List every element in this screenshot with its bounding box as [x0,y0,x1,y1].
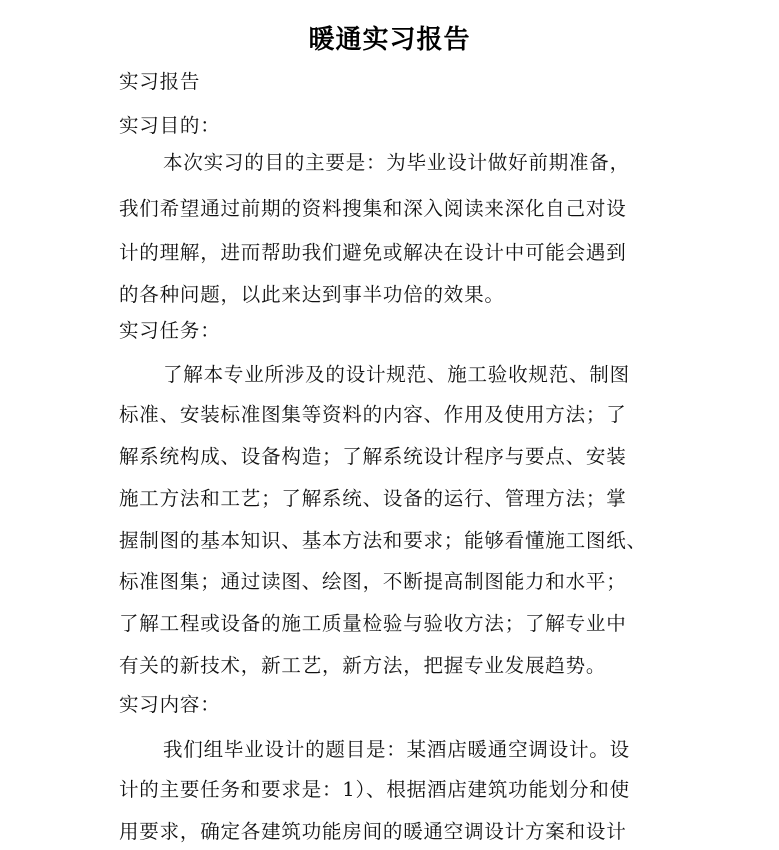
paragraph-line: 了解本专业所涉及的设计规范、施工验收规范、制图 [163,363,630,386]
paragraph-line: 本次实习的目的主要是：为毕业设计做好前期准备， [163,151,630,174]
heading-content: 实习内容： [119,693,221,716]
paragraph-line: 计的主要任务和要求是：1）、根据酒店建筑功能划分和使 [119,778,630,801]
paragraph-line: 计的理解，进而帮助我们避免或解决在设计中可能会遇到 [119,241,627,264]
paragraph-line: 了解工程或设备的施工质量检验与验收方法；了解专业中 [119,612,627,635]
paragraph-line: 握制图的基本知识、基本方法和要求；能够看懂施工图纸、 [119,529,647,552]
heading-purpose: 实习目的： [119,114,221,137]
paragraph-line: 我们希望通过前期的资料搜集和深入阅读来深化自己对设 [119,197,627,220]
paragraph-line: 用要求，确定各建筑功能房间的暖通空调设计方案和设计 [119,820,627,843]
paragraph-line: 解系统构成、设备构造；了解系统设计程序与要点、安装 [119,445,627,468]
paragraph-line: 标准、安装标准图集等资料的内容、作用及使用方法；了 [119,403,627,426]
heading-report: 实习报告 [119,70,201,93]
paragraph-line: 我们组毕业设计的题目是：某酒店暖通空调设计。设 [163,738,630,761]
document-title: 暖通实习报告 [308,25,471,55]
heading-tasks: 实习任务： [119,319,221,342]
paragraph-line: 标准图集；通过读图、绘图，不断提高制图能力和水平； [119,570,627,593]
paragraph-line: 施工方法和工艺；了解系统、设备的运行、管理方法；掌 [119,487,627,510]
paragraph-line: 的各种问题，以此来达到事半功倍的效果。 [119,283,505,306]
paragraph-line: 有关的新技术，新工艺，新方法，把握专业发展趋势。 [119,654,607,677]
